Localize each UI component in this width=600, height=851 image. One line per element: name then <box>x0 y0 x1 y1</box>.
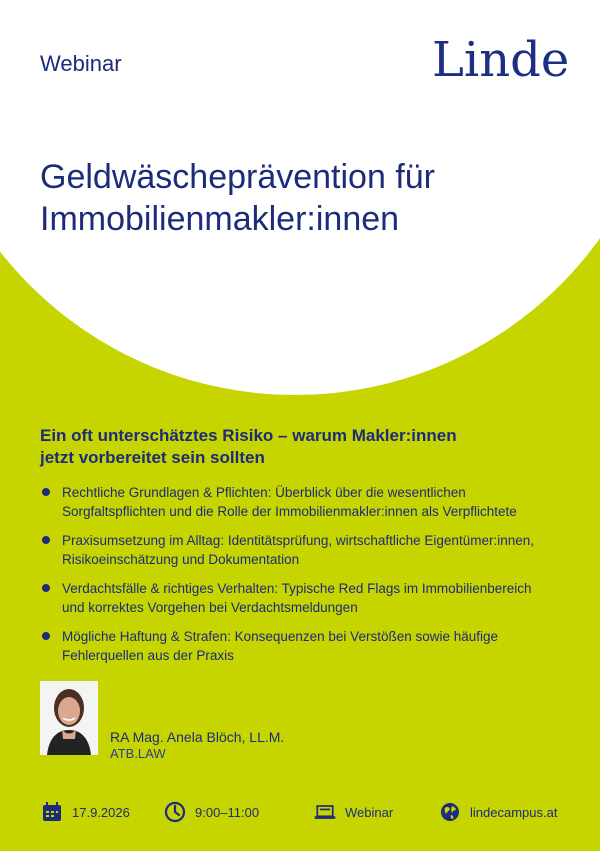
topic-list <box>40 483 570 675</box>
speaker-name: RA Mag. Anela Blöch, LL.M. <box>110 729 285 745</box>
event-format: Webinar <box>345 804 394 820</box>
event-date: 17.9.2026 <box>72 804 130 820</box>
list-item-line-2: Sorgfaltspflichten und die Rolle der Immobilienmakler:innen als Verpflichtete <box>62 504 517 519</box>
event-time: 9:00–11:00 <box>195 804 260 820</box>
linde-logo: Linde <box>432 32 570 88</box>
website-item <box>438 797 557 827</box>
list-item-line-2: Fehlerquellen aus der Praxis <box>62 648 234 663</box>
speaker-portrait-icon <box>40 681 98 755</box>
calendar-icon <box>40 800 64 824</box>
list-item <box>40 579 570 617</box>
list-item <box>40 483 570 521</box>
list-item-line-1: Mögliche Haftung & Strafen: Konsequenzen bei Verstößen sowie häufige <box>62 629 499 644</box>
bullet-dot-icon <box>42 488 50 496</box>
event-type-label: Webinar <box>40 51 122 76</box>
list-item-line-1: Rechtliche Grundlagen & Pflichten: Überblick über die wesentlichen <box>62 485 466 500</box>
laptop-icon <box>313 800 337 824</box>
list-item-line-2: und korrektes Vorgehen bei Verdachtsmeldungen <box>62 600 358 615</box>
title-line-2: Immobilienmakler:innen <box>40 200 400 238</box>
title-line-1: Geldwäscheprävention für <box>40 158 436 196</box>
globe-icon <box>438 800 462 824</box>
bullet-dot-icon <box>42 632 50 640</box>
bullet-dot-icon <box>42 584 50 592</box>
page-title <box>40 156 510 240</box>
list-item-line-1: Praxisumsetzung im Alltag: Identitätsprüfung, wirtschaftliche Eigentümer:innen, <box>62 533 534 548</box>
event-info-footer <box>40 797 565 827</box>
list-item <box>40 627 570 665</box>
list-item <box>40 531 570 569</box>
subtitle-line-2: jetzt vorbereitet sein sollten <box>40 448 265 467</box>
clock-icon <box>163 800 187 824</box>
speaker-photo <box>40 681 98 755</box>
subtitle <box>40 425 560 469</box>
speaker-organization: ATB.LAW <box>110 746 166 761</box>
subtitle-line-1: Ein oft unterschätztes Risiko – warum Makler:innen <box>40 426 457 445</box>
format-item <box>313 797 393 827</box>
bullet-dot-icon <box>42 536 50 544</box>
list-item-line-2: Risikoeinschätzung und Dokumentation <box>62 552 300 567</box>
time-item <box>163 797 259 827</box>
date-item <box>40 797 130 827</box>
website-link[interactable]: lindecampus.at <box>470 804 558 820</box>
list-item-line-1: Verdachtsfälle & richtiges Verhalten: Typische Red Flags im Immobilienbereich <box>62 581 532 596</box>
